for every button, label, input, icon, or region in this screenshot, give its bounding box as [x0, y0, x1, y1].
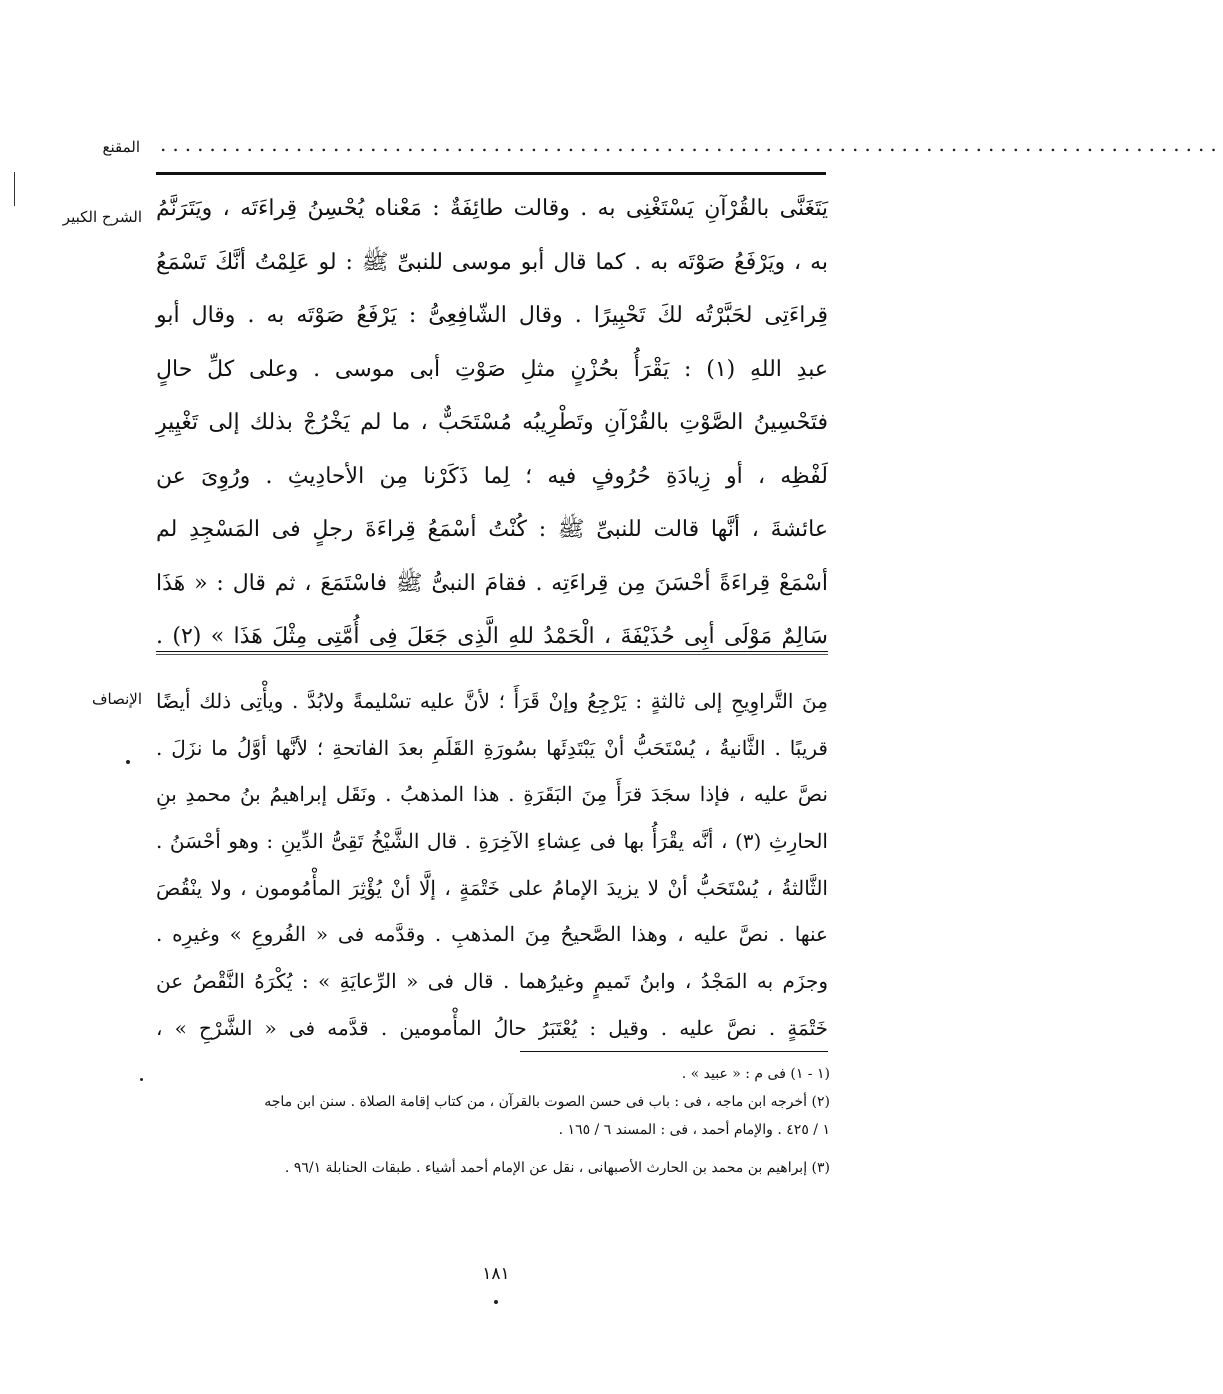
header-book-title: المقنع — [102, 138, 140, 156]
sharh-line: سَالِمٌ مَوْلَى أبِى حُذَيْفَةَ ، الْحَمْدُ للهِ الَّذِى جَعَلَ فِى أُمَّتِى مِثْلَ هَذَا » (٢) . — [156, 624, 828, 649]
sharh-line: به ، ويَرْفَعُ صَوْتَه به . كما قال أبو موسى للنبىِّ ﷺ : لو عَلِمْتُ أنَّكَ تَسْمَعُ — [156, 249, 828, 275]
sharh-line: يَتَغَنَّى بالقُرْآنِ يَسْتَغْنِى به . وقالت طائِفَةٌ : مَعْناه يُحْسِنُ قِراءَتَه ، ويَتَرَنَّمُ — [156, 196, 828, 221]
footnote-rule — [520, 1051, 828, 1052]
footnote: (٣) إبراهيم بن محمد بن الحارث الأصبهانى ، نقل عن الإمام أحمد أشياء . طبقات الحنابلة ٩٦/١ . — [284, 1160, 830, 1176]
header-rule — [156, 172, 826, 175]
footnote-continuation: ١ / ٤٢٥ . والإمام أحمد ، فى : المسند ٦ / ١٦٥ . — [558, 1122, 830, 1138]
sharh-line: عبدِ اللهِ (١) : يَقْرَأُ بحُزْنٍ مثلِ صَوْتِ أبى موسى . وعلى كلِّ حالٍ — [156, 356, 828, 382]
footnote: (٢) أخرجه ابن ماجه ، فى : باب فى حسن الصوت بالقرآن ، من كتاب إقامة الصلاة . سنن ابن ماجه — [264, 1094, 830, 1110]
insaf-line: عنها . نصَّ عليه ، وهذا الصَّحيحُ مِنَ المذهبِ . وقدَّمه فى « الفُروعِ » وغيرِه . — [156, 922, 828, 947]
section-divider — [156, 651, 828, 652]
sharh-line: فتَحْسِينُ الصَّوْتِ بالقُرْآنِ وتَطْرِيبُه مُسْتَحَبٌّ ، ما لم يَخْرُجْ بذلك إلى تَغْيِيرِ — [156, 410, 828, 435]
page-edge-mark — [14, 172, 15, 206]
insaf-line: خَتْمَةٍ . نصَّ عليه . وقيل : يُعْتَبَرُ حالُ المأْمومين . قدَّمه فى « الشَّرْحِ » ، — [156, 1015, 828, 1040]
insaf-line: نصَّ عليه ، فإذا سجَدَ قرَأَ مِنَ البَقَرَةِ . هذا المذهبُ . ونَقَل إبراهيمُ بنُ محمدِ بنِ — [156, 782, 828, 807]
footnotes — [140, 1060, 830, 1182]
sharh-section-label: الشرح الكبير — [62, 208, 142, 226]
sharh-line: قِراءَتِى لحَبَّرْتُه لكَ تَحْبِيرًا . وقال الشّافِعِىُّ : يَرْفَعُ صَوْتَه به . وقال أبو — [156, 303, 828, 328]
insaf-line: الحارِثِ (٣) ، أنَّه يقْرَأُ بها فى عِشاءِ الآخِرَةِ . قال الشَّيْخُ تَقِىُّ الدِّينِ : وهو أحْسَنُ . — [156, 829, 828, 854]
sharh-line: لَفْظِه ، أو زِيادَةِ حُرُوفٍ فيه ؛ لِما ذَكَرْنا مِن الأحادِيثِ . ورُوِىَ عن — [156, 463, 828, 489]
insaf-text-block — [156, 678, 828, 1052]
insaf-line: قريبًا . الثَّانيةُ ، يُسْتَحَبُّ أنْ يَبْتَدِئَها بسُورَةِ القَلَمِ بعدَ الفاتحةِ ؛ لأنَّها أوَّلُ ما نزَلَ . — [156, 735, 828, 760]
sharh-line: أسْمَعْ قِراءَةً أحْسَنَ مِن قِراءَتِه . فقامَ النبىُّ ﷺ فاسْتَمَعَ ، ثم قال : « هَذَا — [156, 570, 828, 596]
section-divider-inner — [156, 654, 828, 655]
page-number: ١٨١ — [482, 1264, 510, 1284]
insaf-line: وجزَم به المَجْدُ ، وابنُ تَميمٍ وغيرُهما . قال فى « الرِّعايَةِ » : يُكْرَهُ النَّقْصُ عن — [156, 969, 828, 994]
stray-mark — [140, 1078, 143, 1081]
header-dot-leader: ...................................................................................... — [160, 132, 1223, 156]
footnote: (١ - ١) فى م : « عبيد » . — [681, 1066, 830, 1082]
stray-mark — [126, 760, 130, 764]
insaf-line: مِنَ التَّراوِيحِ إلى ثالثةٍ : يَرْجِعُ وإنْ قَرَأَ ؛ لأنَّ عليه تسْليمةً ولابُدَّ . ويأْتِى ذلك أيضًا — [156, 689, 828, 713]
insaf-line: الثَّالثةُ ، يُسْتَحَبُّ أنْ لا يزيدَ الإمامُ على خَتْمَةٍ ، إلَّا أنْ يُؤْثِرَ المأْمُومون ، ولا ينْقُصَ — [156, 875, 828, 900]
stray-mark — [494, 1300, 498, 1304]
insaf-section-label: الإنصاف — [91, 690, 142, 708]
sharh-text-block — [156, 182, 828, 664]
sharh-line: عائشةَ ، أنَّها قالت للنبىِّ ﷺ : كُنْتُ أسْمَعُ قِراءَةَ رجلٍ فى المَسْجِدِ لم — [156, 517, 828, 542]
